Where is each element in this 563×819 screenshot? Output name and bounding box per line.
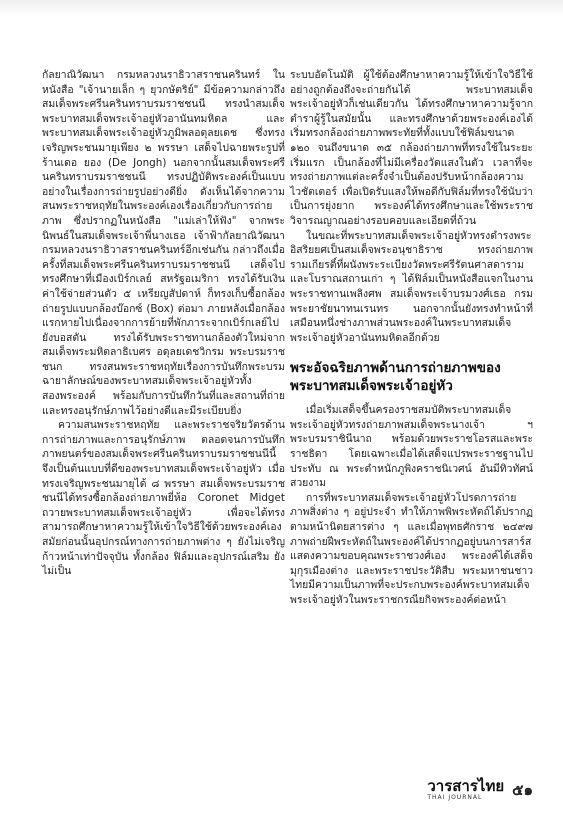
journal-logo-title: วารสารไทย (427, 777, 505, 795)
journal-logo (427, 778, 504, 802)
left-paragraph-2: ความสนพระราชหฤทัย และพระราชจริยวัตรด้านการถ่ายภาพและการอนุรักษ์ภาพ ตลอดจนการบันทึกภาพยนตร์ของสมเด็จพระศรีนครินทราบรมราชชนนีนี้ จึงเป็นต้นแบบที่ดีของพระบาทสมเด็จพระเจ้าอยู่หัว เมื่อทรงเจริญพระชนมายุได้ ๘ พรรษา สมเด็จพระบรมราชชนนีได้ทรงซื้อกล้องถ่ายภาพยี่ห้อ Coronet Midget ถวายพระบาทสมเด็จพระเจ้าอยู่หัว เพื่อจะได้ทรงสามารถศึกษาหาความรู้ให้เข้าใจวิธีใช้ด้วยพระองค์เอง สมัยก่อนนั้นอุปกรณ์ทางการถ่ายภาพต่าง ๆ ยังไม่เจริญก้าวหน้าเท่าปัจจุบัน ทั้งกล้อง ฟิล์มและอุปกรณ์เสริม ยังไม่เป็น (42, 419, 285, 578)
right-paragraph-3: เมื่อเริ่มเสด็จขึ้นครองราชสมบัติพระบาทสมเด็จพระเจ้าอยู่หัวทรงถ่ายภาพสมเด็จพระนางเจ้า ฯ พระบรมราชินีนาถ พร้อมด้วยพระราชโอรสและพระราชธิดา โดยเฉพาะเมื่อได้เสด็จแปรพระราชฐานไปประทับ ณ พระตำหนักภูพิงคราชนิเวศน์ อันมีทิวทัศน์สวยงาม (290, 404, 533, 490)
right-paragraph-1: ระบบอัตโนมัติ ผู้ใช้ต้องศึกษาหาความรู้ให้เข้าใจวิธีใช้อย่างถูกต้องถึงจะถ่ายกันได้ พระบาทสมเด็จพระเจ้าอยู่หัวก็เช่นเดียวกัน ได้ทรงศึกษาหาความรู้จากตำราผู้รู้ในสมัยนั้น และทรงศึกษาด้วยพระองค์เองได้เริ่มทรงกล้องถ่ายภาพพระทัยที่ทั้งแบบใช้ฟิล์มขนาด ๑๒๐ จนถึงขนาด ๓๕ กล้องถ่ายภาพที่ทรงใช้ในระยะเริ่มแรก เป็นกล้องที่ไม่มีเครื่องวัดแสงในตัว เวลาที่จะทรงถ่ายภาพแต่ละครั้งจำเป็นต้องปรับหน้ากล้องความไวชัตเตอร์ เพื่อเปิดรับแสงให้พอดีกับฟิล์มที่ทรงใช้นับว่าเป็นการยุ่งยาก พระองค์ได้ทรงศึกษาและใช้พระราชวิจารณญาณอย่างรอบคอบและเอียดที่ถ้วน (290, 69, 533, 227)
journal-logo-subtitle: THAI JOURNAL (427, 794, 483, 801)
left-paragraph-1: กัลยาณิวัฒนา กรมหลวงนราธิวาสราชนครินทร์ ในหนังสือ "เจ้านายเล็ก ๆ ยุวกษัตริย์" มีข้อความกล่าวถึงสมเด็จพระศรีนครินทราบรมราชชนนี ทรงนำสมเด็จพระบาทสมเด็จพระเจ้าอยู่หัวอานันทมหิดล และพระบาทสมเด็จพระเจ้าอยู่หัวภูมิพลอดุลยเดช ซึ่งทรงเจริญพระชนมายุเพียง ๒ พรรษา เสด็จไปฉายพระรูปที่ ร้านเดอ ยอง (De Jongh) นอกจากนั้นสมเด็จพระศรีนครินทราบรมราชชนนี ทรงปฏิบัติพระองค์เป็นแบบอย่างในเรื่องการถ่ายรูปอย่างดียิ่ง ดังเห็นได้จากความสนพระราชหฤทัยในพระองค์เองเรื่องเกี่ยวกับการถ่ายภาพ ซึ่งปรากฏในหนังสือ "แม่เล่าให้ฟัง" จากพระนิพนธ์ในสมเด็จพระเจ้าพี่นางเธอ เจ้าฟ้ากัลยาณิวัฒนา กรมหลวงนราธิวาสราชนครินทร์อีกเช่นกัน กล่าวถึงเมื่อครั้งที่สมเด็จพระศรีนครินทราบรมราชชนนี เสด็จไปทรงศึกษาที่เมืองเบิร์กเลย์ สหรัฐอเมริกา ทรงได้รับเงินค่าใช้จ่ายส่วนตัว ๕ เหรียญสัปดาห์ ก็ทรงเก็บซื้อกล้องถ่ายรูปแบบกล้องบ๊อกซ์ (Box) ต่อมา ภายหลังเมื่อกล้องแรกหายไปเนื่องจากการย้ายที่พักภาระจากเบิร์กเลย์ไปยังบอสตัน ทรงได้รับพระราชทานกล้องตัวใหม่จากสมเด็จพระมหิตลาธิเบศร อดุลยเดชวิกรม พระบรมราชชนก ทรงสนพระราชหฤทัยเรื่องการบันทึกพระบรมฉายาลักษณ์ของพระบาทสมเด็จพระเจ้าอยู่หัวทั้งสองพระองค์ พร้อมกับการบันทึกวันที่และสถานที่ถ่ายและทรงอนุรักษ์ภาพไว้อย่างดีและมีระเบียบยิ่ง (42, 69, 285, 417)
right-paragraph-2: ในขณะที่พระบาทสมเด็จพระเจ้าอยู่หัวทรงดำรงพระอิสริยยศเป็นสมเด็จพระอนุชาธิราช ทรงถ่ายภาพรามเกียรติ์ที่ผนังพระระเบียงวัดพระศรีรัตนศาสดารามและโบราณสถานเก่า ๆ ได้ฟิล์มเป็นหนังสือแจกในงานพระราชทานเพลิงศพ สมเด็จพระเจ้าบรมวงศ์เธอ กรมพระยาชัยนาทนเรนทร นอกจากนั้นยังทรงทำหน้าที่เสมือนหนึ่งช่างภาพส่วนพระองค์ในพระบาทสมเด็จพระเจ้าอยู่หัวอานันทมหิดลอีกด้วย (290, 229, 533, 344)
section-heading: พระอัจฉริยภาพด้านการถ่ายภาพของพระบาทสมเด็จพระเจ้าอยู่หัว (290, 360, 501, 395)
left-column (42, 68, 285, 579)
right-column (290, 68, 533, 608)
top-scan-strip (0, 0, 563, 16)
page-number: ๕๑ (512, 781, 533, 799)
right-paragraph-4: การที่พระบาทสมเด็จพระเจ้าอยู่หัวโปรดการถ่ายภาพสิ่งต่าง ๆ อยู่ประจำ ทำให้ภาพพิพระหัตถ์ได้ปรากฏตามหน้านิตยสารต่าง ๆ และเมื่อพุทธศักราช ๒๔๙๗ ภาพถ่ายฝีพระหัตถ์ในพระองค์ได้ปรากฏอยู่บนการสาร์สแสดงความขอบคุณพระราชวงศ์เอง พระองค์ได้เสด็จมุกุรเมืองต่าง และพระราชประวัติสืบ พระมหาชนชาวไทยมีความเป็นภาพที่จะประกบพระองค์พระบาทสมเด็จพระเจ้าอยู่หัวในพระราชกรณียกิจพระองค์ต่อหน้า (290, 491, 533, 606)
page-footer (427, 778, 533, 802)
